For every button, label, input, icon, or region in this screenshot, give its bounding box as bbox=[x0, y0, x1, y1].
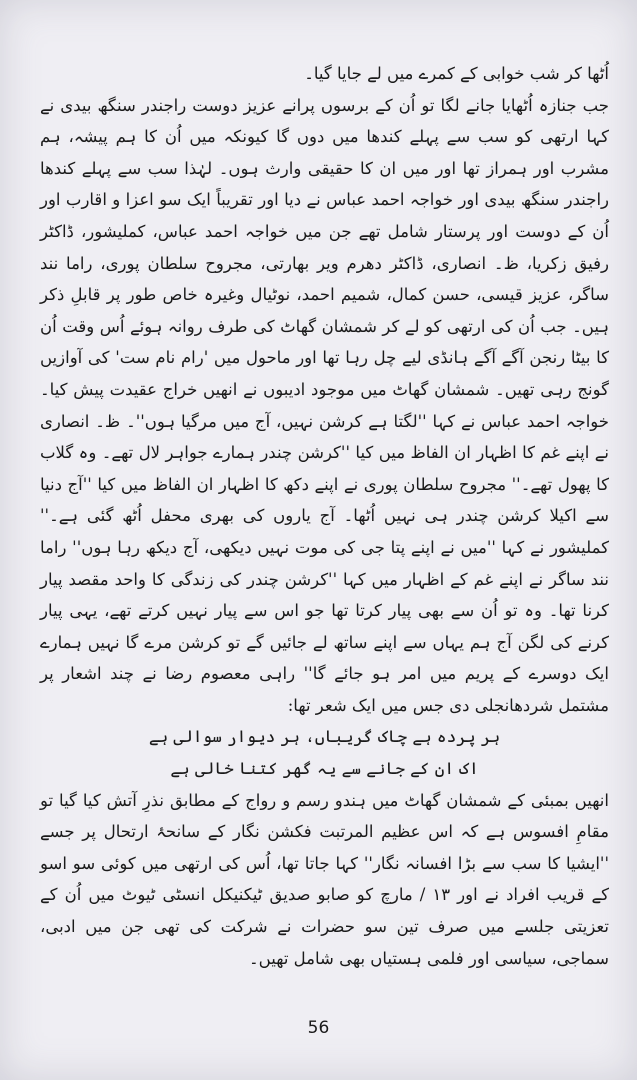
closing-paragraph: انھیں بمبئی کے شمشان گھاٹ میں ہندو رسم و رواج کے مطابق نذرِ آتش کیا گیا تو مقامِ افسوس ہے کہ اس عظیم المرتبت فکشن نگار کے سانحۂ ارتحال پر جسے ''ایشیا کا سب سے بڑا افسانہ نگار'' کہا جاتا تھا، اُس کی ارتھی میں کوئی سو اسو کے قریب افراد نے اور ۱۳ / مارچ کو صابو صدیق ٹیکنیکل انسٹی ٹیوٹ میں اُن کے تعزیتی جلسے میں صرف تین سو حضرات نے شرکت کی تھی جن میں ادبی، سماجی، سیاسی اور فلمی ہستیاں بھی شامل تھیں۔ bbox=[40, 790, 610, 968]
page-number: 56 bbox=[307, 1018, 330, 1038]
couplet-line-2: اک ان کے جانے سے یہ گھر کتنا خالی ہے bbox=[170, 759, 479, 779]
funeral-paragraph: جب جنازہ اُٹھایا جانے لگا تو اُن کے برسوں پرانے عزیز دوست راجندر سنگھ بیدی نے کہا ارتھی کو سب سے پہلے کندھا میں دوں گا کیونکہ میں اُن کا ہم پیشہ، ہم مشرب اور ہمراز تھا اور میں ان کا حقیقی وارث ہوں۔ لہٰذا سب سے پہلے کندھا راجندر سنگھ بیدی اور خواجہ احمد عباس نے دیا اور تقریباً ایک سو اعزا و اقارب اور اُن کے دوست اور پرستار شامل تھے جن میں خواجہ احمد عباس، کملیشور، ڈاکٹر رفیق زکریا، ظ۔ انصاری، ڈاکٹر دھرم ویر بھارتی، مجروح سلطان پوری، راما نند ساگر، عزیز قیسی، حسن کمال، شمیم احمد، نوٹیال وغیرہ خاص طور پر قابلِ ذکر ہیں۔ جب اُن کی ارتھی کو لے کر شمشان گھاٹ کی طرف روانہ ہوئے اُس وقت اُن کا بیٹا رنجن آگے آگے ہانڈی لیے چل رہا تھا اور ماحول میں 'رام نام ست' کی آوازیں گونج رہی تھیں۔ شمشان گھاٹ میں موجود ادیبوں نے انھیں خراج عقیدت پیش کیا۔ خواجہ احمد عباس نے کہا ''لگتا ہے کرشن نہیں، آج میں مرگیا ہوں''۔ ظ۔ انصاری نے اپنے غم کا اظہار ان الفاظ میں کیا ''کرشن چندر ہمارے جواہر لال تھے۔ وہ گلاب کا پھول تھے۔'' مجروح سلطان پوری نے اپنے دکھ کا اظہار ان الفاظ میں کیا ''آج دنیا سے اکیلا کرشن چندر ہی نہیں اُٹھا۔ آج یاروں کی بھری محفل اُٹھ گئی ہے۔'' کملیشور نے کہا ''میں نے اپنے پتا جی کی موت نہیں دیکھی، آج دیکھ رہا ہوں'' راما نند ساگر نے اپنے غم کے اظہار میں کہا ''کرشن چندر کی زندگی کا واحد مقصد پیار کرنا تھا۔ وہ تو اُن سے بھی پیار کرتا تھا جو اس سے پیار نہیں کرتے تھے، یہی پیار کرنے کی لگن آج ہم یہاں سے اپنے ساتھ لے جائیں گے تو کرشن مرے گا نہیں ہمارے ایک دوسرے کے پریم میں امر ہو جائے گا'' راہی معصوم رضا نے چند اشعار پر مشتمل شردھانجلی دی جس میں ایک شعر تھا: bbox=[40, 95, 609, 715]
opening-line: اُٹھا کر شب خوابی کے کمرے میں لے جایا گیا۔ bbox=[304, 64, 609, 83]
page-body bbox=[40, 58, 609, 974]
couplet-line-1: ہر پردہ ہے چاک گریباں، ہر دیوار سوالی ہے bbox=[148, 727, 501, 747]
couplet bbox=[40, 721, 609, 784]
